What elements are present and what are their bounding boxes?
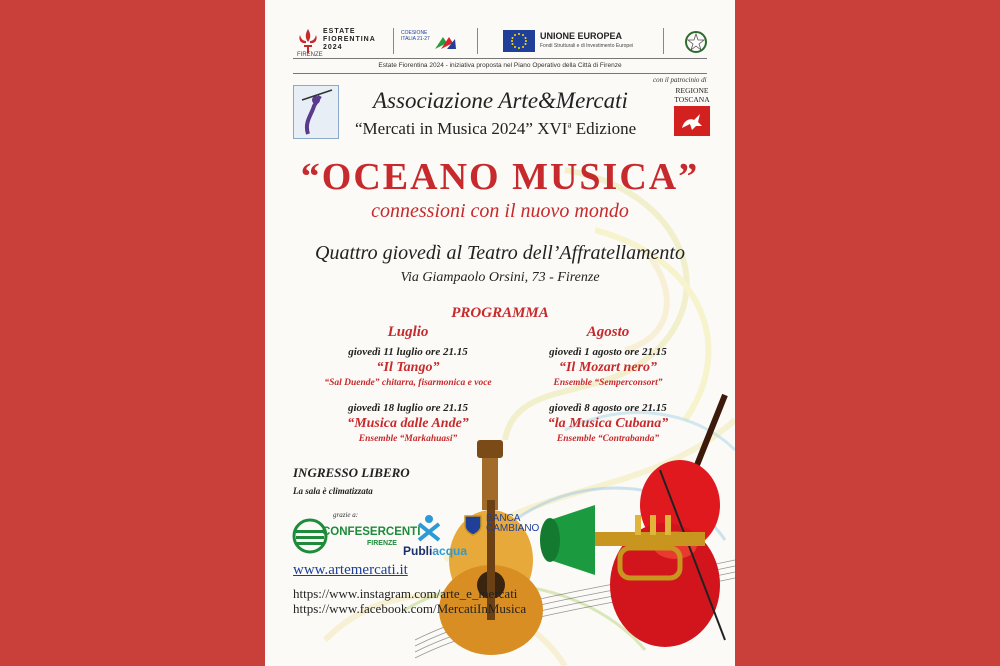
event-address: Via Giampaolo Orsini, 73 - Firenze: [400, 270, 600, 285]
event-name: “Il Mozart nero”: [558, 360, 658, 375]
program-heading: PROGRAMMA: [451, 305, 549, 321]
climate-label: La sala è climatizzata: [293, 486, 373, 496]
event-name: “Il Tango”: [376, 360, 440, 375]
eu-flag-icon: [503, 30, 535, 52]
event-name: “Musica dalle Ande”: [347, 416, 469, 431]
association-logo: [293, 85, 339, 139]
publiacqua-name-a: Publi: [403, 544, 433, 558]
toscana-label: TOSCANA: [674, 95, 710, 104]
event-venue: Quattro giovedì al Teatro dell’Affratellamento: [315, 242, 685, 264]
event-date: giovedì 1 agosto ore 21.15: [549, 346, 667, 358]
edition-superscript: a: [567, 119, 572, 130]
program-event: [293, 346, 523, 388]
flute-player-icon: [294, 86, 338, 138]
event-date: giovedì 11 luglio ore 21.15: [348, 346, 468, 358]
event-date: giovedì 8 agosto ore 21.15: [549, 402, 667, 414]
association-edition: [355, 119, 636, 139]
estate-logo-line-1: ESTATE: [323, 28, 356, 35]
banca-cambiano-logo: [463, 512, 543, 540]
bank-crest-icon: [463, 514, 483, 536]
event-title: “OCEANO MUSICA”: [300, 156, 700, 198]
association-name: Associazione Arte&Mercati: [373, 88, 628, 113]
regione-label: REGIONE: [675, 86, 709, 95]
confesercenti-city: FIRENZE: [367, 540, 397, 547]
website-link[interactable]: www.artemercati.it: [293, 562, 408, 578]
patrocinio-label: con il patrocinio di: [653, 76, 707, 84]
publiacqua-figure-icon: [415, 514, 443, 542]
eu-logo: [503, 30, 663, 54]
edition-suffix: Edizione: [571, 119, 637, 138]
publiacqua-name-b: acqua: [432, 544, 468, 558]
confesercenti-name: CONFESERCENTI: [322, 526, 421, 538]
fleur-de-lis-icon: [297, 28, 319, 54]
event-performer: Ensemble “Markahuasi”: [358, 434, 458, 444]
event-date: giovedì 18 luglio ore 21.15: [347, 402, 469, 414]
estate-fiorentina-logo: [297, 26, 389, 58]
month-name: Agosto: [586, 324, 630, 340]
event-performer: Ensemble “Semperconsort”: [553, 378, 663, 388]
cambiano-label: CAMBIANO: [486, 523, 540, 534]
program-event: [493, 346, 723, 388]
publiacqua-logo: [403, 514, 468, 564]
poster: [265, 0, 735, 666]
facebook-link[interactable]: https://www.facebook.com/MercatiInMusica: [293, 601, 527, 616]
event-performer: “Sal Duende” chitarra, fisarmonica e voce: [324, 378, 492, 388]
estate-logo-line-2: FIORENTINA: [323, 36, 376, 43]
firenze-label: FIRENZE: [297, 52, 323, 58]
coesione-label: COESIONE ITALIA 21-27: [401, 30, 430, 42]
instagram-link[interactable]: https://www.instagram.com/arte_e_mercati: [293, 586, 518, 601]
program-column-agosto: [493, 324, 723, 444]
entry-label: INGRESSO LIBERO: [293, 465, 410, 480]
regione-toscana-logo: [669, 86, 715, 136]
month-name: Luglio: [387, 324, 429, 340]
header-subline: Estate Fiorentina 2024 - iniziativa proposta nel Piano Operativo della Città di Firenze: [378, 62, 622, 69]
pegasus-icon: [674, 106, 710, 136]
coesione-italia-logo: [401, 30, 461, 54]
sponsors-thanks: grazie a:: [333, 511, 359, 519]
program-column-luglio: [293, 324, 523, 444]
program-event: [293, 402, 523, 444]
banca-label: BANCA: [486, 513, 521, 524]
event-performer: Ensemble “Contrabanda”: [556, 434, 660, 444]
event-name: “la Musica Cubana”: [547, 416, 669, 431]
italian-republic-emblem-icon: [685, 30, 707, 54]
event-subtitle: connessioni con il nuovo mondo: [371, 200, 629, 222]
estate-logo-line-3: 2024: [323, 44, 343, 51]
eu-title: UNIONE EUROPEA: [540, 31, 623, 41]
program-event: [493, 402, 723, 444]
eu-subtitle: Fondi Strutturali e di Investimento Europei: [540, 43, 634, 49]
coesione-arrows-icon: [433, 33, 457, 51]
edition-prefix: “Mercati in Musica 2024” XVI: [355, 119, 568, 138]
